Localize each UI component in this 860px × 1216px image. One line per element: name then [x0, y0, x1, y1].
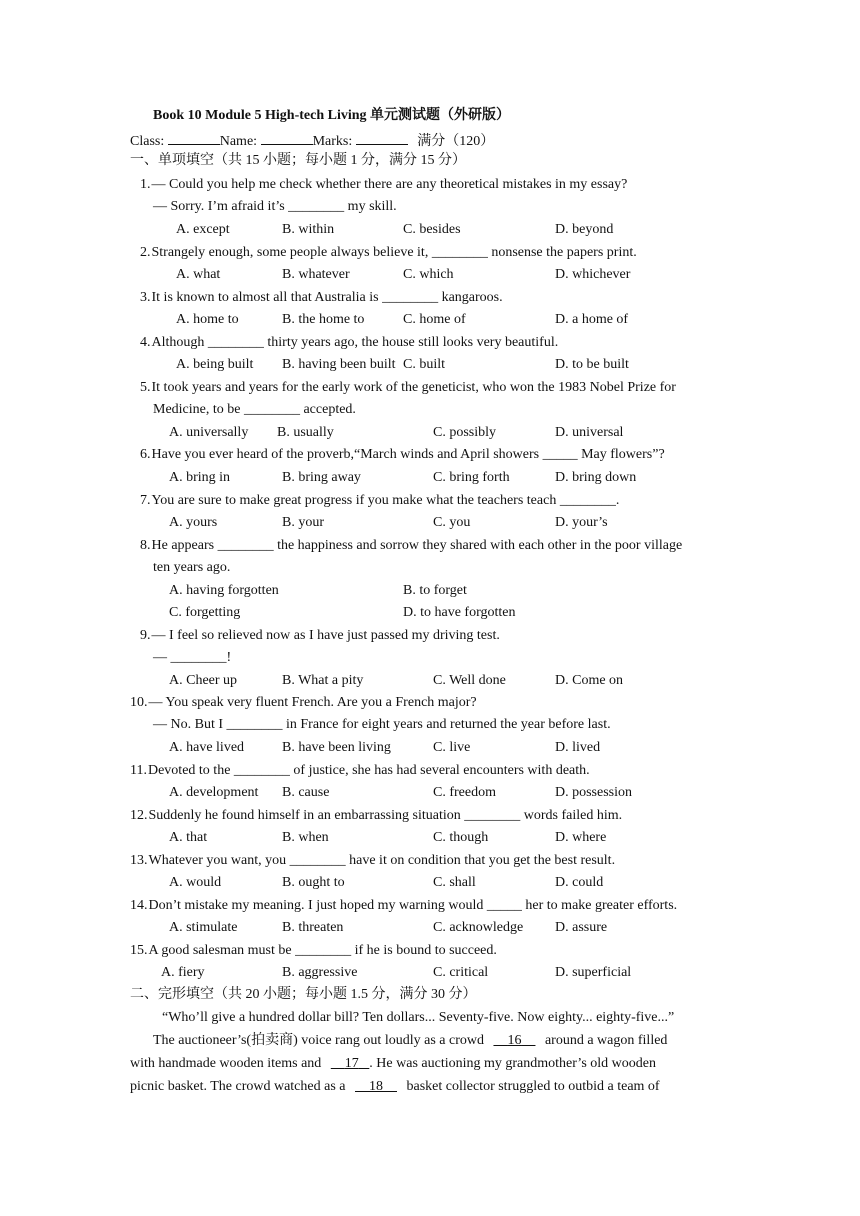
- answer-option[interactable]: C. besides: [403, 222, 461, 237]
- cloze-blank-17[interactable]: 17: [344, 1056, 359, 1071]
- cloze-text: basket collector struggled to outbid a team of: [406, 1079, 660, 1094]
- cloze-text: around a wagon filled: [544, 1033, 668, 1048]
- question-line: [140, 289, 503, 307]
- answer-option[interactable]: A. yours: [169, 515, 218, 530]
- answer-option[interactable]: A. development: [169, 785, 259, 800]
- question-line: [140, 537, 682, 555]
- cloze-text: with handmade wooden items and: [130, 1056, 322, 1071]
- question-number: 15.: [130, 943, 148, 958]
- question-number: 1.: [140, 177, 151, 192]
- answer-option[interactable]: C. home of: [403, 312, 466, 327]
- class-field[interactable]: [168, 130, 220, 145]
- answer-option[interactable]: A. fiery: [161, 965, 205, 980]
- answer-option[interactable]: A. stimulate: [169, 920, 238, 935]
- answer-option[interactable]: A. have lived: [169, 740, 245, 755]
- question-line: [130, 852, 615, 870]
- answer-option[interactable]: D. your’s: [555, 515, 608, 530]
- student-info-line: [130, 130, 494, 151]
- answer-option[interactable]: C. possibly: [433, 425, 497, 440]
- marks-label: Marks:: [312, 134, 353, 149]
- question-line: [140, 379, 676, 397]
- question-number: 9.: [140, 628, 151, 643]
- answer-option[interactable]: D. to have forgotten: [403, 605, 516, 620]
- question-text: — I feel so relieved now as I have just passed my driving test.: [151, 628, 500, 643]
- question-line: [140, 627, 500, 645]
- answer-option[interactable]: A. Cheer up: [169, 673, 238, 688]
- answer-option[interactable]: B. within: [282, 222, 335, 237]
- question-number: 12.: [130, 808, 148, 823]
- answer-option[interactable]: A. except: [176, 222, 230, 237]
- question-number: 10.: [130, 695, 148, 710]
- question-text: — ________!: [153, 650, 232, 665]
- question-number: 6.: [140, 447, 151, 462]
- question-text: You are sure to make great progress if you make what the teachers teach ________.: [151, 493, 620, 508]
- answer-option[interactable]: B. What a pity: [282, 673, 364, 688]
- section1-heading: 一、单项填空（共 15 小题；每小题 1 分，满分 15 分）: [130, 153, 466, 168]
- answer-option[interactable]: C. freedom: [433, 785, 496, 800]
- question-text: Whatever you want, you ________ have it on condition that you get the best result.: [148, 853, 616, 868]
- answer-option[interactable]: A. having forgotten: [169, 583, 279, 598]
- cloze-paragraph-line: [130, 1055, 656, 1073]
- question-text: Although ________ thirty years ago, the house still looks very beautiful.: [151, 335, 559, 350]
- cloze-paragraph-line: “Who’ll give a hundred dollar bill? Ten dollars... Seventy-five. Now eighty... eighty-five...”: [162, 1010, 675, 1025]
- answer-option[interactable]: C. critical: [433, 965, 489, 980]
- answer-option[interactable]: D. possession: [555, 785, 633, 800]
- answer-option[interactable]: C. live: [433, 740, 471, 755]
- question-line: [140, 492, 619, 510]
- question-text: It is known to almost all that Australia is ________ kangaroos.: [151, 290, 503, 305]
- answer-option[interactable]: C. though: [433, 830, 489, 845]
- answer-option[interactable]: D. assure: [555, 920, 608, 935]
- question-line: [130, 762, 590, 780]
- answer-option[interactable]: B. usually: [277, 425, 334, 440]
- answer-option[interactable]: D. lived: [555, 740, 601, 755]
- answer-option[interactable]: A. would: [169, 875, 222, 890]
- answer-option[interactable]: B. to forget: [403, 583, 467, 598]
- question-number: 13.: [130, 853, 148, 868]
- question-text: — Sorry. I’m afraid it’s ________ my skill.: [153, 199, 397, 214]
- cloze-text: picnic basket. The crowd watched as a: [130, 1079, 346, 1094]
- question-number: 3.: [140, 290, 151, 305]
- full-marks: 满分（120）: [417, 134, 495, 149]
- cloze-blank-18[interactable]: 18: [369, 1079, 383, 1094]
- cloze-text: The auctioneer’s(拍卖商) voice rang out loudly as a crowd: [153, 1033, 484, 1048]
- page-title: Book 10 Module 5 High-tech Living 单元测试题（外研版）: [153, 108, 511, 123]
- question-text: — No. But I ________ in France for eight years and returned the year before last.: [153, 717, 611, 732]
- question-line: [140, 244, 637, 262]
- name-label: Name:: [219, 134, 258, 149]
- question-text: Strangely enough, some people always believe it, ________ nonsense the papers print.: [151, 245, 637, 260]
- answer-option[interactable]: B. aggressive: [282, 965, 358, 980]
- answer-option[interactable]: D. where: [555, 830, 607, 845]
- answer-option[interactable]: B. your: [282, 515, 324, 530]
- answer-option[interactable]: D. could: [555, 875, 604, 890]
- answer-option[interactable]: A. home to: [176, 312, 239, 327]
- question-line: [130, 694, 477, 712]
- answer-option[interactable]: C. Well done: [433, 673, 506, 688]
- section2-heading: 二、完形填空（共 20 小题；每小题 1.5 分，满分 30 分）: [130, 987, 477, 1002]
- answer-option[interactable]: C. you: [433, 515, 471, 530]
- answer-option[interactable]: C. acknowledge: [433, 920, 524, 935]
- answer-option[interactable]: C. which: [403, 267, 454, 282]
- answer-option[interactable]: A. that: [169, 830, 208, 845]
- question-line: [140, 334, 558, 352]
- question-number: 7.: [140, 493, 151, 508]
- question-line: [130, 942, 497, 960]
- question-number: 8.: [140, 538, 151, 553]
- question-line: [130, 897, 677, 915]
- cloze-paragraph-line: [153, 1032, 667, 1050]
- answer-option[interactable]: C. forgetting: [169, 605, 241, 620]
- answer-option[interactable]: A. universally: [169, 425, 249, 440]
- answer-option[interactable]: D. bring down: [555, 470, 637, 485]
- answer-option[interactable]: D. universal: [555, 425, 624, 440]
- answer-option[interactable]: B. threaten: [282, 920, 344, 935]
- question-number: 4.: [140, 335, 151, 350]
- question-text: Have you ever heard of the proverb,“March winds and April showers _____ May flowers”?: [151, 447, 665, 462]
- answer-option[interactable]: B. bring away: [282, 470, 361, 485]
- question-text: — Could you help me check whether there are any theoretical mistakes in my essay?: [151, 177, 628, 192]
- answer-option[interactable]: B. having been built: [282, 357, 396, 372]
- answer-option[interactable]: B. when: [282, 830, 329, 845]
- answer-option[interactable]: B. cause: [282, 785, 330, 800]
- answer-option[interactable]: A. what: [176, 267, 221, 282]
- question-text: Suddenly he found himself in an embarrassing situation ________ words failed him.: [148, 808, 623, 823]
- answer-option[interactable]: D. Come on: [555, 673, 624, 688]
- question-text: Devoted to the ________ of justice, she has had several encounters with death.: [147, 763, 590, 778]
- answer-option[interactable]: A. bring in: [169, 470, 231, 485]
- question-text: He appears ________ the happiness and sorrow they shared with each other in the poor village: [151, 538, 683, 553]
- answer-option[interactable]: D. whichever: [555, 267, 631, 282]
- question-number: 2.: [140, 245, 151, 260]
- question-text: ten years ago.: [153, 560, 231, 575]
- answer-option[interactable]: D. to be built: [555, 357, 629, 372]
- question-text: A good salesman must be ________ if he is bound to succeed.: [148, 943, 497, 958]
- question-text: — You speak very fluent French. Are you a French major?: [148, 695, 477, 710]
- answer-option[interactable]: B. the home to: [282, 312, 365, 327]
- class-label: Class:: [130, 134, 165, 149]
- question-text: It took years and years for the early work of the geneticist, who won the 1983 Nobel Prize for: [151, 380, 676, 395]
- question-text: Don’t mistake my meaning. I just hoped my warning would _____ her to make greater efforts.: [148, 898, 678, 913]
- cloze-text: . He was auctioning my grandmother’s old wooden: [369, 1056, 656, 1071]
- question-number: 5.: [140, 380, 151, 395]
- answer-option[interactable]: D. superficial: [555, 965, 632, 980]
- answer-option[interactable]: D. a home of: [555, 312, 629, 327]
- answer-option[interactable]: B. whatever: [282, 267, 350, 282]
- cloze-paragraph-line: [130, 1078, 660, 1096]
- question-line: [140, 446, 665, 464]
- cloze-blank-16[interactable]: 16: [507, 1033, 522, 1048]
- answer-option[interactable]: B. ought to: [282, 875, 345, 890]
- question-text: Medicine, to be ________ accepted.: [153, 402, 356, 417]
- question-line: [140, 176, 627, 194]
- question-number: 14.: [130, 898, 148, 913]
- question-line: [130, 807, 622, 825]
- answer-option[interactable]: C. bring forth: [433, 470, 510, 485]
- name-field[interactable]: [261, 130, 313, 145]
- answer-option[interactable]: D. beyond: [555, 222, 614, 237]
- marks-field[interactable]: [356, 130, 408, 145]
- answer-option[interactable]: C. built: [403, 357, 446, 372]
- answer-option[interactable]: B. have been living: [282, 740, 391, 755]
- answer-option[interactable]: C. shall: [433, 875, 476, 890]
- question-number: 11.: [130, 763, 147, 778]
- answer-option[interactable]: A. being built: [176, 357, 254, 372]
